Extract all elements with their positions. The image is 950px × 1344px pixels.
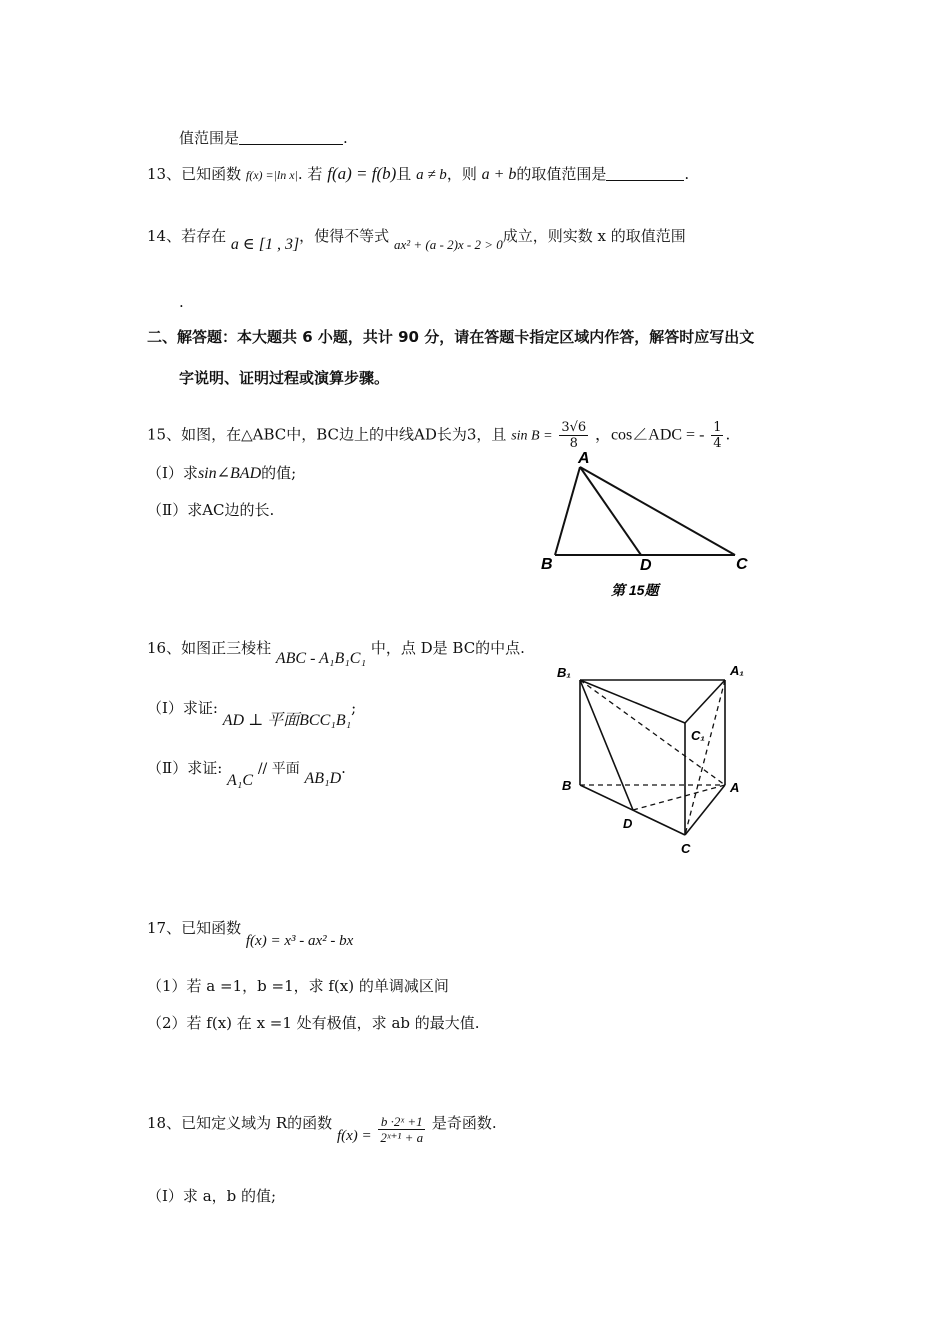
q18-fraction: $\frac{\text{b ·2ˣ +1}}{\text{2ˣ⁺¹ + a}}$ xyxy=(380,1114,424,1145)
label-a: A xyxy=(730,780,740,795)
question-17: 17、已知函数 f(x) = x³ - ax² - bx xyxy=(147,919,354,949)
figure-caption: 第 15题 xyxy=(611,582,659,598)
q15-part-ii: （Ⅱ）求AC边的长. xyxy=(147,501,275,519)
cos-adc-fraction: $\frac{1}{4}$ xyxy=(713,420,722,451)
question-16: 16、如图正三棱柱 ABC - A₁B₁C₁ 中，点 D是 BC的中点. xyxy=(147,639,525,667)
answer-blank xyxy=(239,130,343,145)
label-a: A xyxy=(578,450,590,467)
label-a1: A₁ xyxy=(730,663,744,678)
q14-trailing-dot: . xyxy=(179,293,184,311)
q16-part-i: （Ⅰ）求证: AD ⊥ 平面BCC₁B₁; xyxy=(147,699,357,729)
question-14: 14、若存在 a ∈ [1 , 3]，使得不等式 ax² + (a - 2)x - 2 > 0成立，则实数 x 的取值范围 xyxy=(147,227,686,253)
figure-16-prism xyxy=(555,655,770,860)
question-15: 15、如图，在△ABC中，BC边上的中线AD长为3，且 sin B = $\frac{3√6}{8}$ ，cos∠ADC = - $\frac{1}{4}$ . xyxy=(147,420,731,451)
label-b: B xyxy=(541,556,553,573)
label-b1: B₁ xyxy=(557,665,571,680)
label-d: D xyxy=(623,816,633,831)
sin-b-fraction: $\frac{3√6}{8}$ xyxy=(561,420,587,451)
q17-part-1: （1）若 a =1，b =1，求 f(x) 的单调减区间 xyxy=(147,977,449,995)
edge-ac xyxy=(580,467,735,555)
q15-part-i: （Ⅰ）求sin∠BAD的值; xyxy=(147,464,297,482)
q12-continuation: 值范围是 . xyxy=(179,129,348,147)
label-c: C xyxy=(736,556,748,573)
q17-part-2: （2）若 f(x) 在 x =1 处有极值，求 ab 的最大值. xyxy=(147,1014,480,1032)
q16-part-ii: （Ⅱ）求证: A₁C // 平面 AB₁D. xyxy=(147,759,346,789)
label-b: B xyxy=(562,778,572,793)
figure-15-triangle xyxy=(535,445,760,605)
label-c: C xyxy=(681,841,691,856)
answer-blank xyxy=(606,166,684,181)
edge-ab xyxy=(555,467,580,555)
section-2-heading-cont: 字说明、证明过程或演算步骤。 xyxy=(179,369,390,387)
question-18: 18、已知定义域为 R的函数 f(x) = $\frac{\text{b ·2ˣ +1}}{\text{2ˣ⁺¹ + a}}$ 是奇函数. xyxy=(147,1114,497,1145)
label-d: D xyxy=(640,557,652,574)
section-2-heading: 二、解答题：本大题共 6 小题，共计 90 分，请在答题卡指定区域内作答，解答时应写出文 xyxy=(147,328,755,346)
q18-part-i: （Ⅰ）求 a，b 的值; xyxy=(147,1187,277,1205)
median-ad xyxy=(580,467,641,555)
question-13: 13、已知函数 f(x) =|ln x|. 若 f(a) = f(b)且 a ≠ b，则 a + b的取值范围是 . xyxy=(147,164,690,183)
label-c1: C₁ xyxy=(691,728,705,743)
